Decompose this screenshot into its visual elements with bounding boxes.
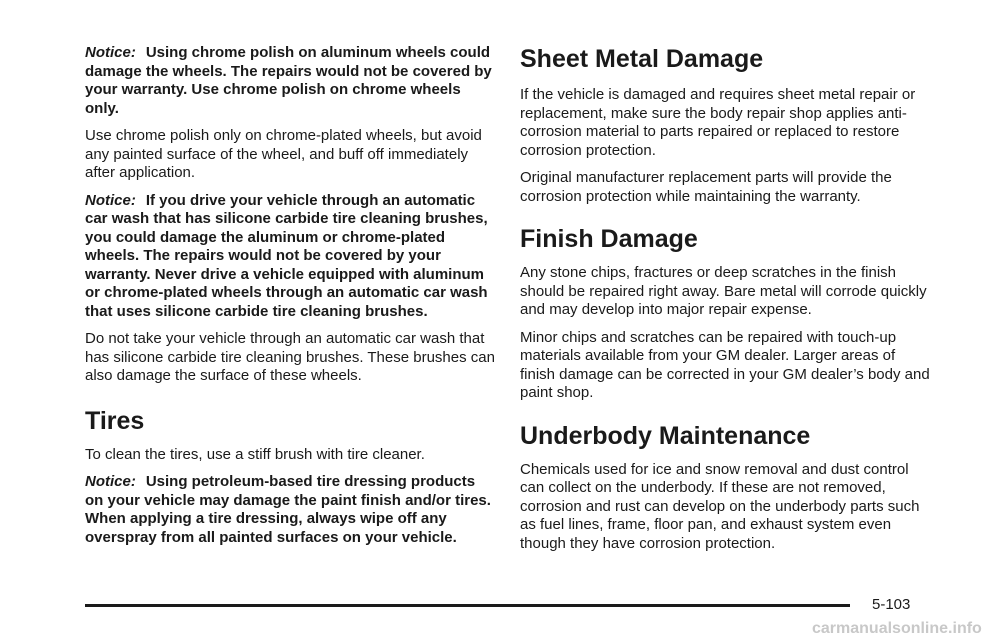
notice-label: Notice: [85, 44, 136, 61]
heading-tires: Tires [85, 406, 145, 435]
notice-label: Notice: [85, 191, 136, 209]
paragraph-chrome-polish-usage: Use chrome polish only on chrome-plated wheels, but avoid any painted surface of the wheel, and buff off immediately after application. [85, 127, 482, 181]
footer-rule [85, 604, 850, 607]
paragraph-finish-2: Minor chips and scratches can be repaired with touch-up materials available from your GM dealer. Larger areas of finish damage can be corrected in your GM dealer’s body and paint shop. [520, 328, 930, 401]
paragraph-underbody: Chemicals used for ice and snow removal and dust control can collect on the underbody. If these are not removed, corrosion and rust can develop on the underbody parts such as fuel lines, frame, floor pan, and exhaust system even though they have corrosion protection. [520, 460, 920, 552]
heading-sheet-metal-damage: Sheet Metal Damage [520, 45, 764, 73]
left-column [85, 44, 495, 556]
notice-text: Using chrome polish on aluminum wheels could damage the wheels. The repairs would not be covered by your warranty. Use chrome polish on chrome wheels only. [85, 44, 492, 117]
paragraph-tires: To clean the tires, use a stiff brush with tire cleaner. [85, 445, 425, 463]
paragraph-finish-1: Any stone chips, fractures or deep scratches in the finish should be repaired right away. Bare metal will corrode quickly and may develop into major repair expense. [520, 264, 927, 318]
heading-finish-damage: Finish Damage [520, 225, 698, 253]
paragraph-car-wash: Do not take your vehicle through an automatic car wash that has silicone carbide tire cleaning brushes. These brushes can also damage the surface of these wheels. [85, 330, 495, 384]
notice-chrome-polish [85, 44, 495, 118]
page-number: 5-103 [872, 596, 911, 613]
paragraph-sheet-metal-1: If the vehicle is damaged and requires sheet metal repair or replacement, make sure the body repair shop applies anti-corrosion material to parts repaired or replaced to restore corrosion protection. [520, 86, 916, 159]
heading-underbody-maintenance: Underbody Maintenance [520, 421, 811, 450]
notice-text: Using petroleum-based tire dressing products on your vehicle may damage the paint finish and/or tires. When applying a tire dressing, always wipe off any overspray from all painted surfaces on your vehicle. [85, 473, 491, 546]
notice-car-wash [85, 192, 495, 322]
notice-label: Notice: [85, 473, 136, 490]
notice-text: If you drive your vehicle through an automatic car wash that has silicone carbide tire cleaning brushes, you could damage the aluminum or chrome-plated wheels. The repairs would not be covered by your warranty. Never drive a vehicle equipped with aluminum or chrome-plated wheels through an automatic car wash that uses silicone carbide tire cleaning brushes. [85, 191, 488, 320]
notice-tire-dressing [85, 473, 495, 547]
right-column [520, 44, 930, 562]
paragraph-sheet-metal-2: Original manufacturer replacement parts will provide the corrosion protection while maintaining the warranty. [520, 169, 892, 205]
watermark: carmanualsonline.info [812, 620, 982, 637]
